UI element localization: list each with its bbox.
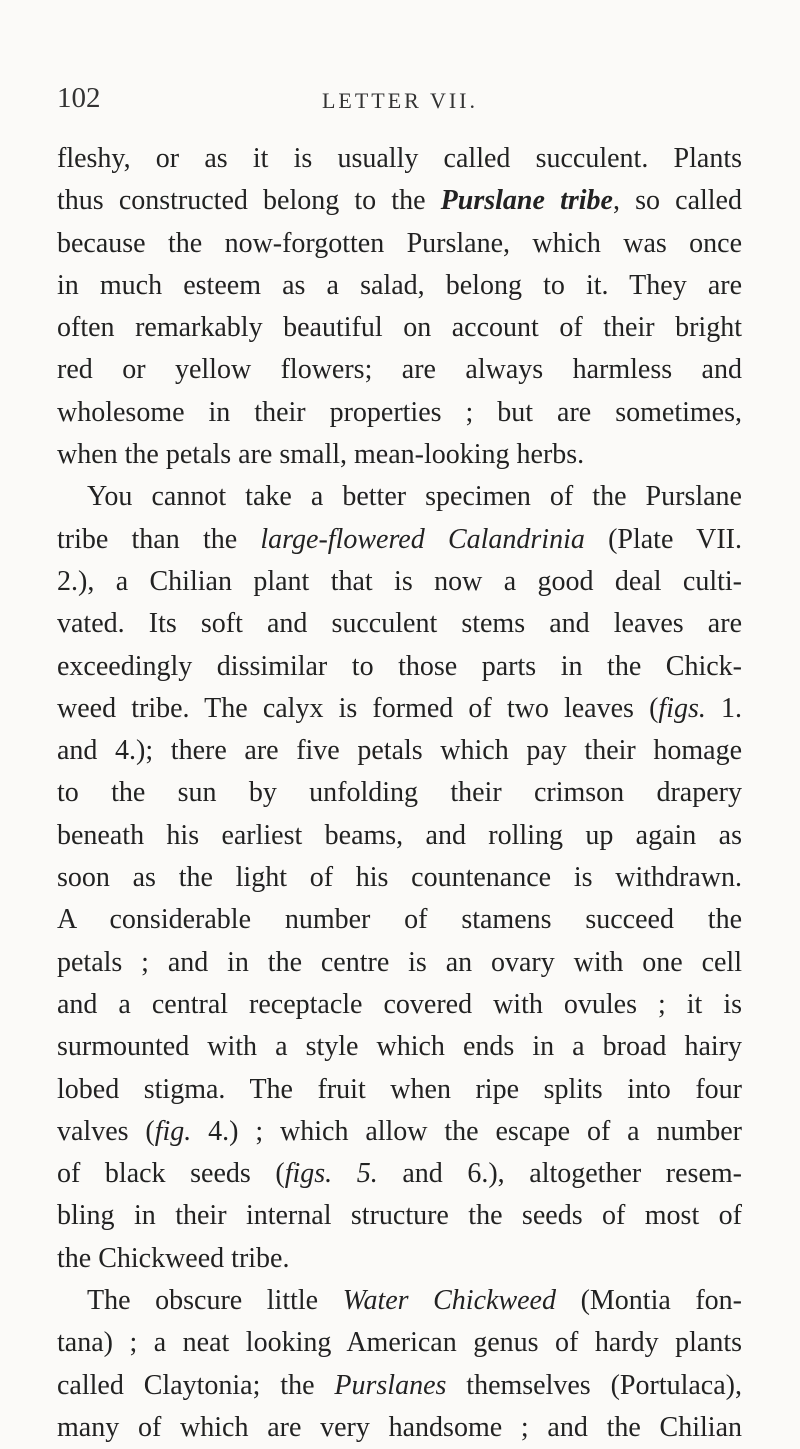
text-line [57, 1153, 742, 1195]
body-text [57, 138, 742, 1449]
text-run: 4.) ; which allow the escape of a number [191, 1115, 742, 1147]
text-line [57, 434, 742, 476]
emphasized-text: Water Chickweed [342, 1285, 556, 1317]
page-header [57, 82, 743, 122]
text-line [57, 1238, 742, 1280]
text-run: You cannot take a better specimen of the Purslane [87, 481, 742, 513]
text-run: and 4.); there are five petals which pay their homage [57, 735, 742, 767]
text-run: when the petals are small, mean-looking herbs. [57, 439, 585, 471]
text-line [57, 392, 742, 434]
text-run: , so called [612, 185, 742, 217]
text-run: 2.), a Chilian plant that is now a good deal culti- [57, 565, 742, 597]
text-line [57, 1195, 742, 1237]
text-run: valves ( [57, 1115, 155, 1147]
text-run: of black seeds ( [57, 1158, 285, 1190]
text-run: beneath his earliest beams, and rolling up again as [57, 819, 742, 851]
text-run: petals ; and in the centre is an ovary with one cell [57, 946, 742, 978]
text-line [57, 349, 742, 391]
text-run: fleshy, or as it is usually called succulent. Plants [57, 143, 742, 174]
text-line [57, 688, 742, 730]
page-number: 102 [57, 82, 101, 114]
text-line [57, 646, 742, 688]
text-run: (Montia fon- [555, 1285, 743, 1317]
text-line [57, 180, 742, 222]
text-line [57, 1280, 742, 1322]
emphasized-text: large-flowered Calandrinia [260, 523, 585, 555]
text-line [57, 519, 742, 561]
text-run: tana) ; a neat looking American genus of hardy plants [57, 1327, 742, 1359]
text-line [57, 561, 742, 603]
text-run: 1. [705, 692, 743, 724]
text-run: often remarkably beautiful on account of their bright [57, 312, 742, 344]
text-line [57, 1026, 742, 1068]
text-line [57, 603, 742, 645]
text-run: because the now-forgotten Purslane, which was once [57, 227, 742, 259]
text-line [57, 476, 742, 518]
text-line [57, 265, 742, 307]
text-line [57, 1407, 742, 1449]
text-run: surmounted with a style which ends in a broad hairy [57, 1031, 742, 1063]
text-line [57, 984, 742, 1026]
text-run: The obscure little [87, 1285, 343, 1317]
emphasized-text: Purslane tribe [440, 185, 613, 217]
text-run: in much esteem as a salad, belong to it. They are [57, 269, 742, 301]
text-line [57, 772, 742, 814]
text-line [57, 1069, 742, 1111]
text-run: and 6.), altogether resem- [377, 1158, 742, 1190]
text-run: themselves (Portulaca), [446, 1369, 742, 1401]
text-run: red or yellow flowers; are always harmless and [57, 354, 742, 386]
text-line [57, 730, 742, 772]
text-line [57, 223, 742, 265]
emphasized-text: figs. [658, 692, 706, 724]
text-run: weed tribe. The calyx is formed of two leaves ( [57, 692, 659, 724]
text-run: wholesome in their properties ; but are sometimes, [57, 396, 742, 428]
text-run: thus constructed belong to the [57, 185, 441, 217]
text-line [57, 1111, 742, 1153]
emphasized-text: figs. 5. [284, 1158, 378, 1190]
text-run: vated. Its soft and succulent stems and leaves are [57, 608, 742, 640]
text-run: tribe than the [57, 523, 261, 555]
text-line [57, 942, 742, 984]
text-line [57, 857, 742, 899]
text-run: (Plate VII. [584, 523, 742, 555]
text-line [57, 899, 742, 941]
emphasized-text: Purslanes [334, 1369, 447, 1401]
text-run: to the sun by unfolding their crimson drapery [57, 777, 742, 809]
text-run: lobed stigma. The fruit when ripe splits into four [57, 1073, 742, 1105]
text-line [57, 307, 742, 349]
text-run: the Chickweed tribe. [57, 1242, 290, 1274]
text-run: exceedingly dissimilar to those parts in the Chick- [57, 650, 742, 682]
running-head: LETTER VII. [321, 88, 478, 113]
text-run: bling in their internal structure the seeds of most of [57, 1200, 742, 1232]
emphasized-text: fig. [154, 1115, 192, 1147]
text-line [57, 1365, 742, 1407]
text-run: many of which are very handsome ; and the Chilian [57, 1411, 742, 1443]
text-run: and a central receptacle covered with ovules ; it is [57, 988, 742, 1020]
text-run: A considerable number of stamens succeed the [57, 904, 742, 936]
text-line [57, 1322, 742, 1364]
text-line [57, 138, 742, 180]
text-run: called Claytonia; the [57, 1369, 335, 1401]
text-run: soon as the light of his countenance is withdrawn. [57, 862, 742, 894]
text-line [57, 815, 742, 857]
